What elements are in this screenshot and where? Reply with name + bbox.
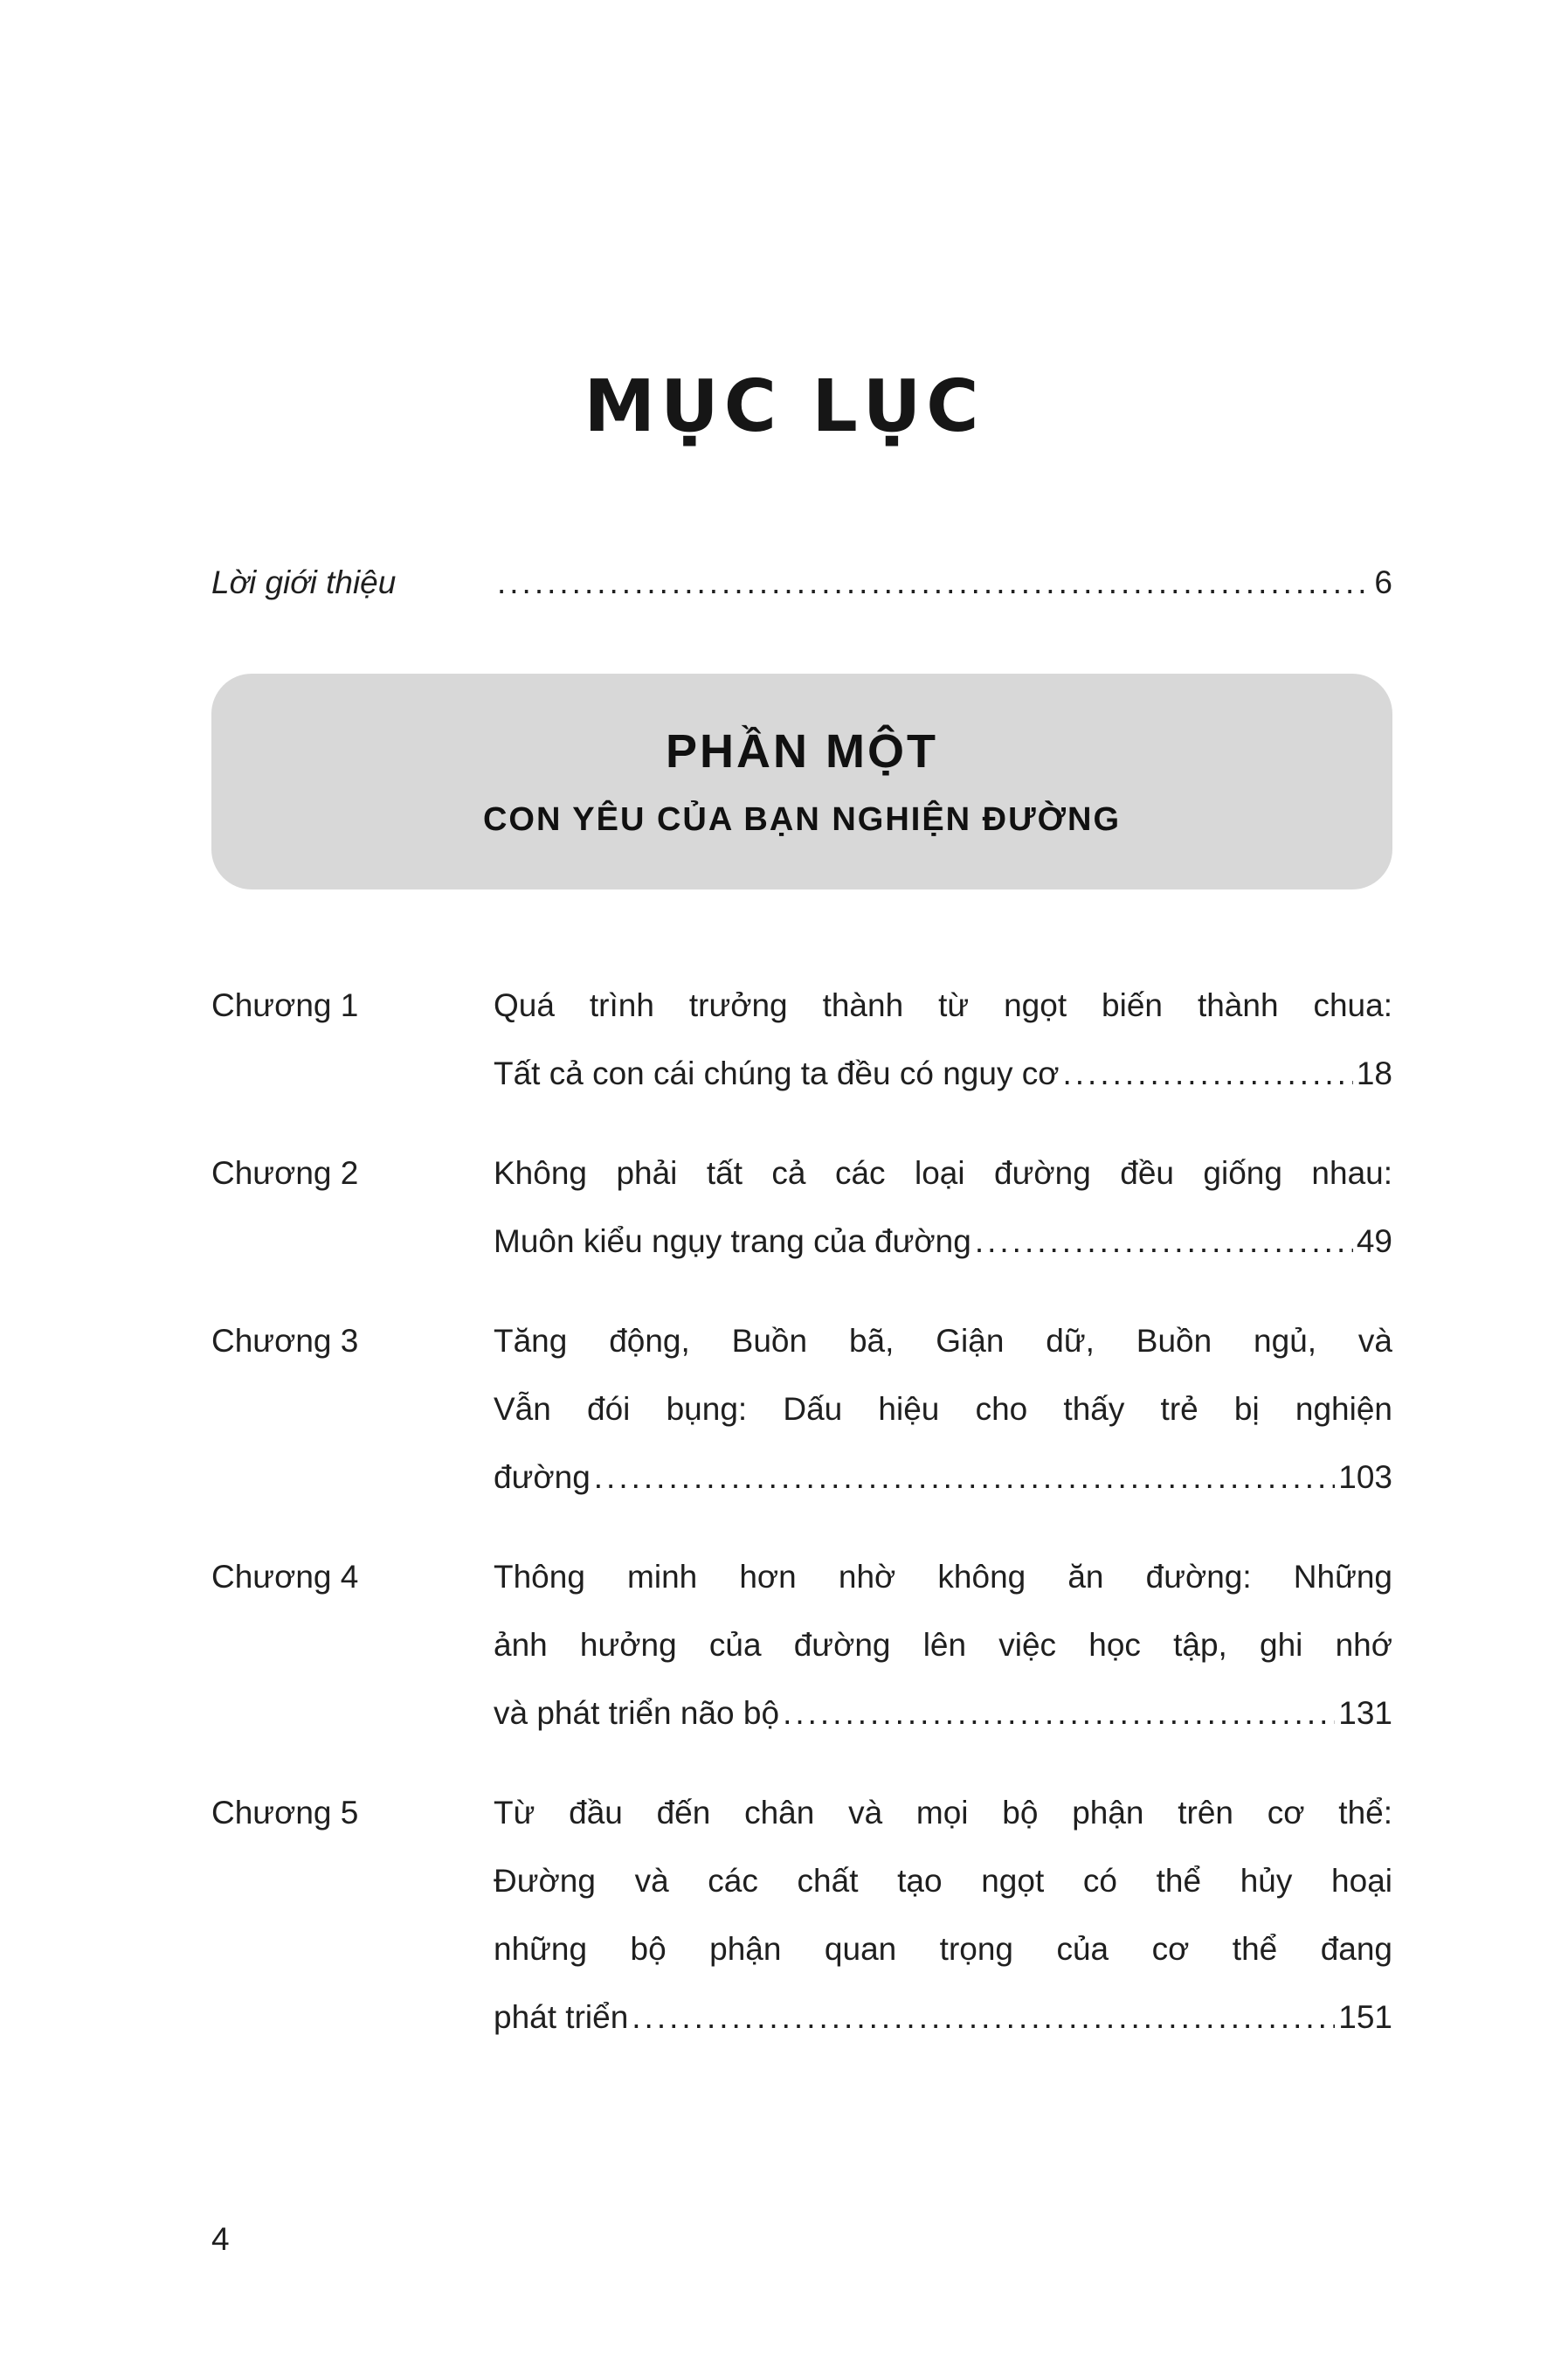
dot-leader xyxy=(975,1208,1353,1276)
part-title: PHẦN MỘT xyxy=(666,725,938,778)
page-ref: 151 xyxy=(1338,1999,1392,2035)
dot-leader xyxy=(632,1983,1335,2052)
chapter-text xyxy=(494,1307,1392,1512)
chapter-text xyxy=(494,1139,1392,1276)
content-area xyxy=(211,560,1392,2052)
page-ref: 103 xyxy=(1338,1459,1392,1495)
dot-leader xyxy=(783,1679,1335,1748)
toc-entry-chapter-2 xyxy=(211,1139,1392,1276)
page-title: MỤC LỤC xyxy=(584,365,984,448)
chapter-label: Chương 3 xyxy=(211,1323,359,1359)
intro-row xyxy=(211,560,1392,606)
chapter-line: đường xyxy=(494,1459,591,1495)
chapter-last-line xyxy=(494,1040,1392,1108)
chapter-line: và phát triển não bộ xyxy=(494,1695,780,1731)
dot-leader xyxy=(1062,1040,1352,1108)
part-box xyxy=(211,674,1392,889)
chapter-line: Quá trình trưởng thành từ ngọt biến thành chua: xyxy=(494,987,1392,1023)
chapter-label: Chương 5 xyxy=(211,1795,359,1831)
page-ref: 131 xyxy=(1338,1695,1392,1731)
chapter-line: Vẫn đói bụng: Dấu hiệu cho thấy trẻ bị nghiện xyxy=(494,1391,1392,1427)
chapter-label: Chương 2 xyxy=(211,1155,359,1191)
intro-label: Lời giới thiệu xyxy=(211,564,397,600)
intro-page-ref: 6 xyxy=(1374,564,1392,600)
chapter-line: Đường và các chất tạo ngọt có thể hủy hoại xyxy=(494,1863,1392,1899)
chapter-line: Không phải tất cả các loại đường đều giống nhau: xyxy=(494,1155,1392,1191)
toc-entry-chapter-3 xyxy=(211,1307,1392,1512)
chapter-text xyxy=(494,1543,1392,1748)
page-number: 4 xyxy=(211,2221,230,2257)
chapter-text xyxy=(494,1779,1392,2052)
chapter-line: Tăng động, Buồn bã, Giận dữ, Buồn ngủ, và xyxy=(494,1323,1392,1359)
part-subtitle: CON YÊU CỦA BẠN NGHIỆN ĐƯỜNG xyxy=(482,801,1122,838)
chapter-last-line xyxy=(494,1443,1392,1512)
chapter-list xyxy=(211,972,1392,2052)
chapter-line: những bộ phận quan trọng của cơ thể đang xyxy=(494,1931,1392,1967)
toc-entry-chapter-5 xyxy=(211,1779,1392,2052)
toc-entry-chapter-1 xyxy=(211,972,1392,1108)
chapter-line: Tất cả con cái chúng ta đều có nguy cơ xyxy=(494,1055,1060,1091)
chapter-line: Thông minh hơn nhờ không ăn đường: Những xyxy=(494,1559,1392,1595)
chapter-line: Muôn kiểu ngụy trang của đường xyxy=(494,1223,971,1259)
chapter-line: phát triển xyxy=(494,1999,629,2035)
dot-leader xyxy=(497,560,1371,606)
page-ref: 18 xyxy=(1356,1055,1392,1091)
chapter-line: Từ đầu đến chân và mọi bộ phận trên cơ thể: xyxy=(494,1795,1392,1831)
dot-leader xyxy=(594,1443,1336,1512)
chapter-last-line xyxy=(494,1983,1392,2052)
chapter-last-line xyxy=(494,1679,1392,1748)
chapter-label: Chương 1 xyxy=(211,987,359,1023)
chapter-text xyxy=(494,972,1392,1108)
toc-entry-chapter-4 xyxy=(211,1543,1392,1748)
page-ref: 49 xyxy=(1356,1223,1392,1259)
chapter-line: ảnh hưởng của đường lên việc học tập, ghi nhớ xyxy=(494,1627,1392,1663)
chapter-last-line xyxy=(494,1208,1392,1276)
chapter-label: Chương 4 xyxy=(211,1559,359,1595)
